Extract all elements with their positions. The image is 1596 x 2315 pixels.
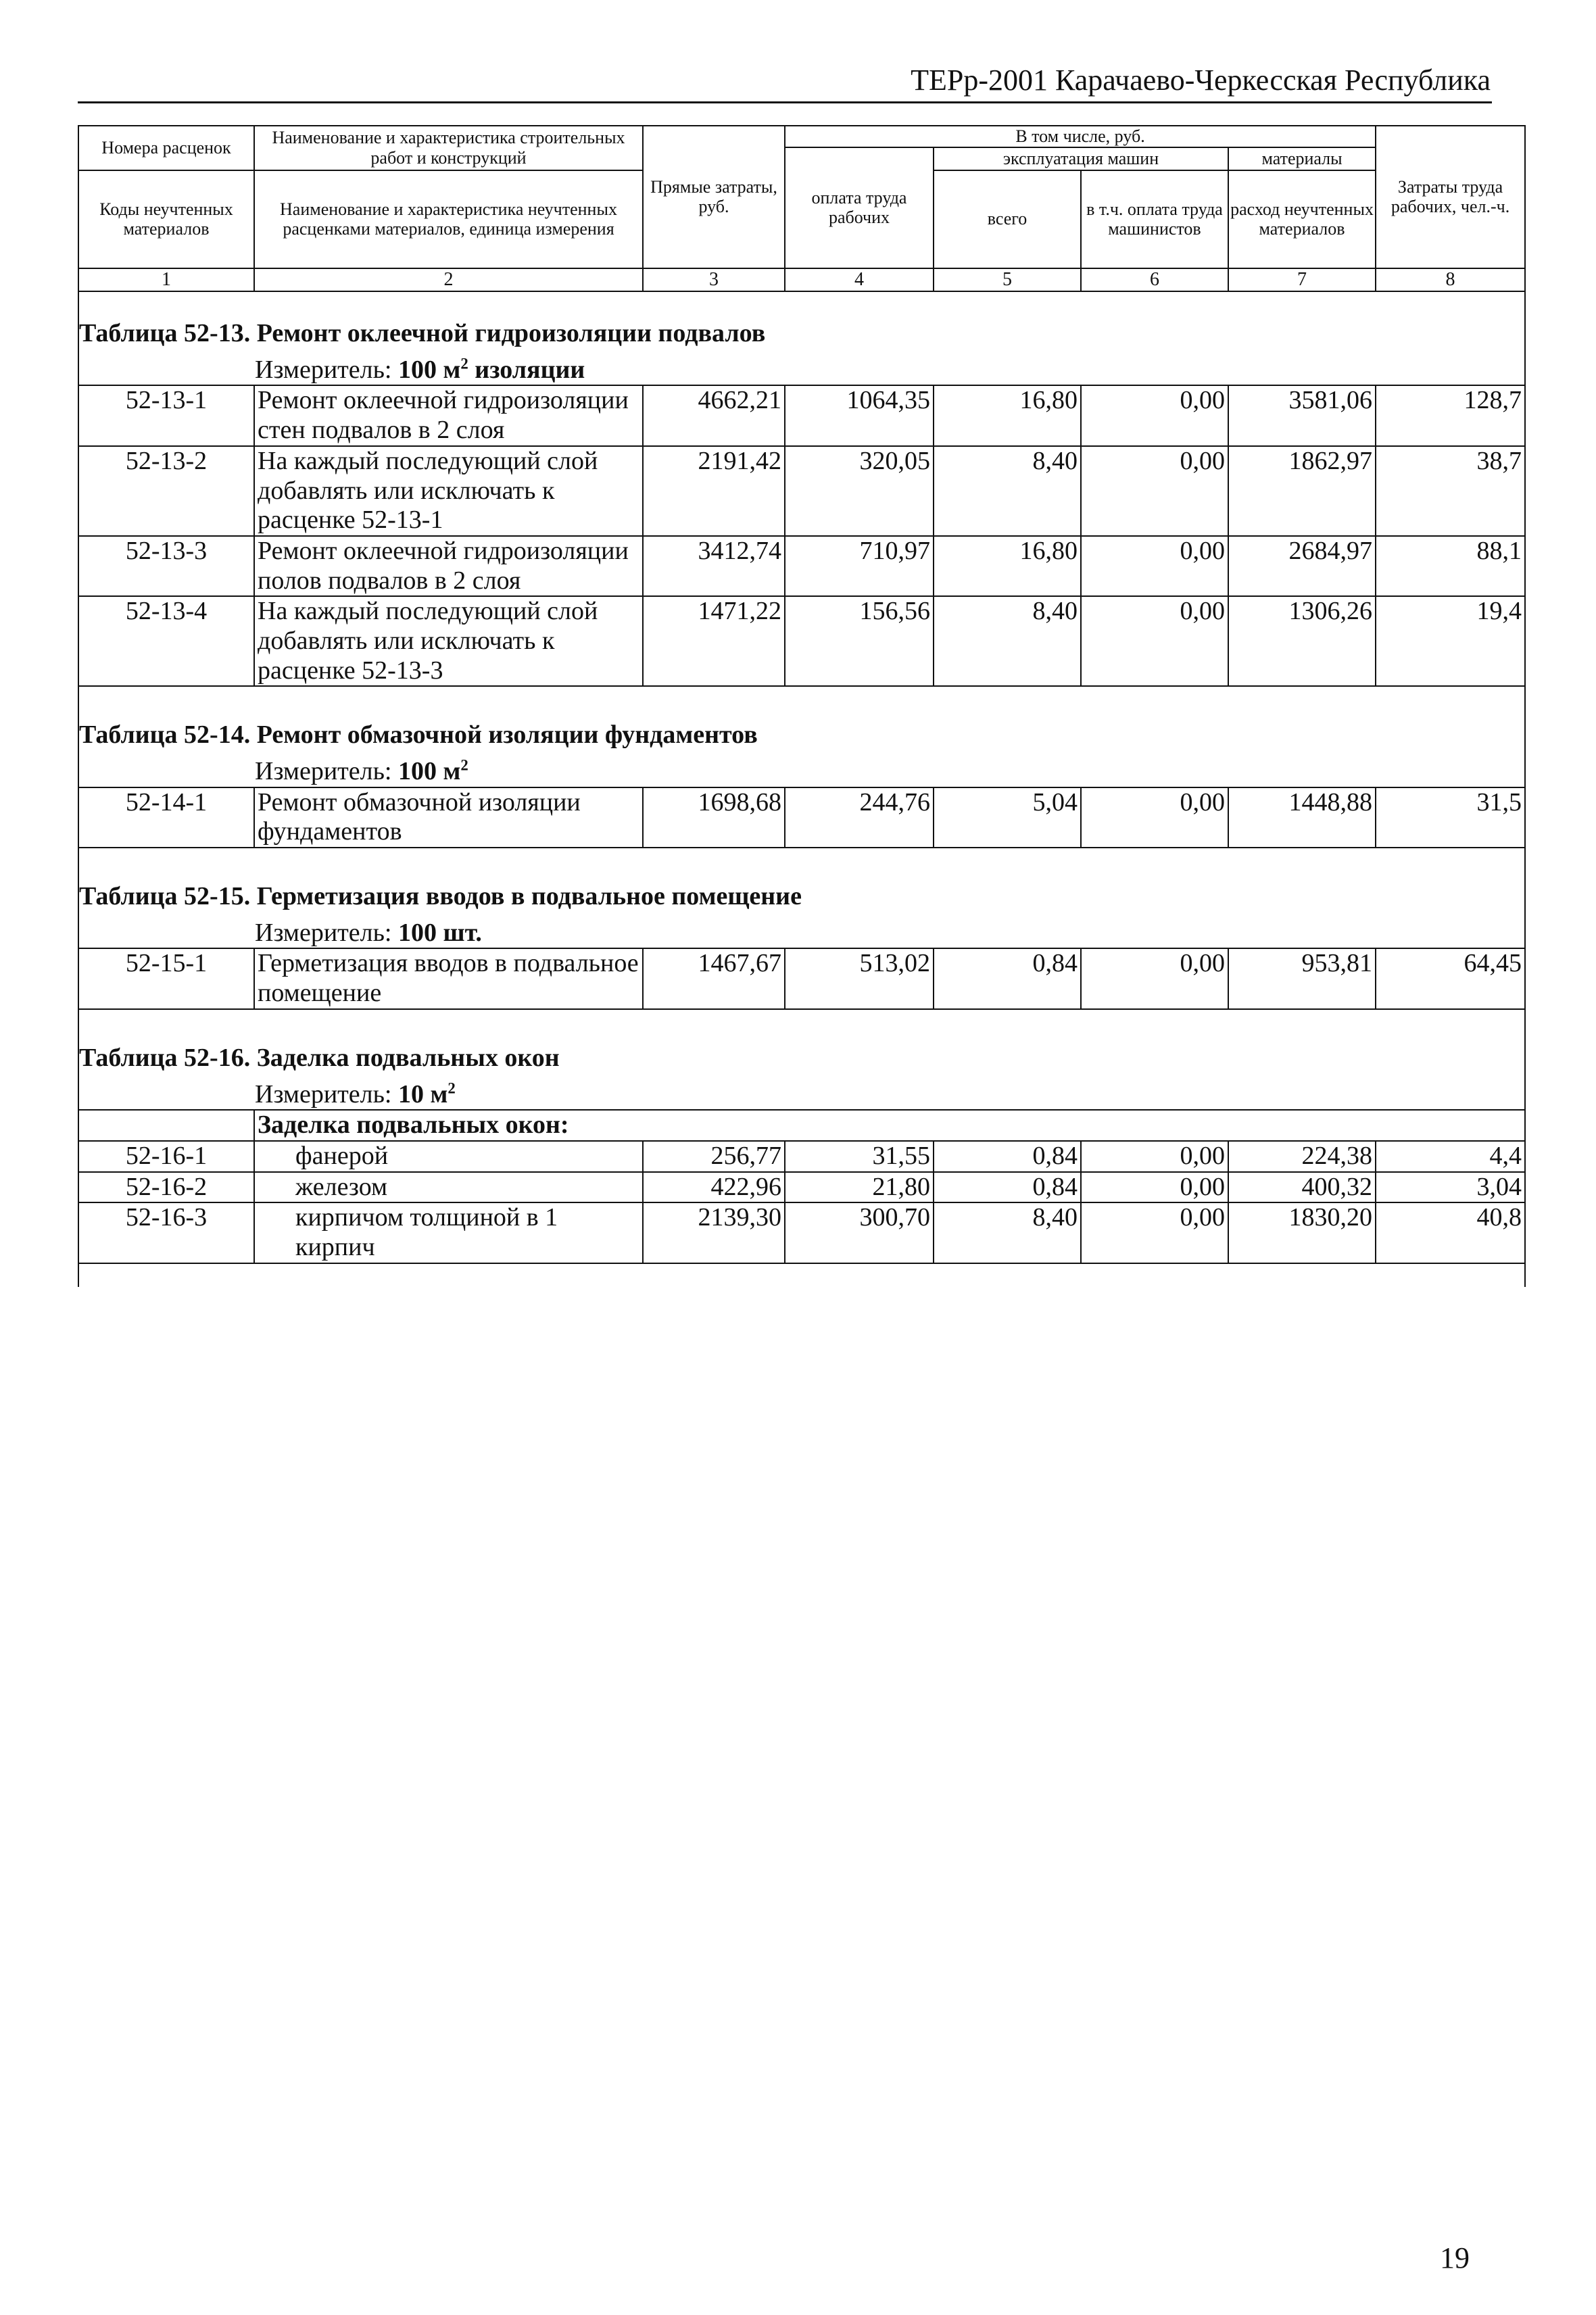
materials: 1830,20: [1228, 1202, 1376, 1263]
col-number: 2: [254, 268, 643, 291]
col-rate-number: Номера расценок: [78, 126, 254, 170]
labor-hours: 38,7: [1376, 446, 1525, 536]
machinist-pay: 0,00: [1081, 948, 1228, 1008]
labor-pay: 156,56: [785, 596, 934, 686]
col-machine-total: всего: [934, 170, 1081, 268]
labor-pay: 21,80: [785, 1172, 934, 1203]
col-number: 6: [1081, 268, 1228, 291]
machine-total: 0,84: [934, 1141, 1081, 1172]
price-table: [78, 125, 1524, 1287]
table-row: [78, 536, 1525, 596]
col-machine-operation: эксплуатация машин: [934, 147, 1228, 170]
col-number: 7: [1228, 268, 1376, 291]
labor-hours: 88,1: [1376, 536, 1525, 596]
col-material-names: Наименование и характеристика неучтенных расценками материалов, единица измерения: [254, 170, 643, 268]
labor-hours: 40,8: [1376, 1202, 1525, 1263]
column-header-table: [78, 125, 1526, 292]
labor-hours: 19,4: [1376, 596, 1525, 686]
rate-code: 52-13-2: [78, 446, 254, 536]
col-material-usage: расход неучтенных материалов: [1228, 170, 1376, 268]
col-number: 1: [78, 268, 254, 291]
labor-hours: 3,04: [1376, 1172, 1525, 1203]
rate-name: железом: [254, 1172, 643, 1203]
materials: 3581,06: [1228, 385, 1376, 445]
table-row: [78, 446, 1525, 536]
section-measure: Измеритель: 100 $м^2$ изоляции: [78, 353, 1525, 386]
materials: 1306,26: [1228, 596, 1376, 686]
labor-hours: 64,45: [1376, 948, 1525, 1008]
direct-costs: 4662,21: [643, 385, 785, 445]
section-title: Таблица 52-16. Заделка подвальных окон: [78, 1009, 1525, 1077]
materials: 2684,97: [1228, 536, 1376, 596]
subgroup-heading: Заделка подвальных окон:: [254, 1110, 1525, 1141]
rate-code: 52-13-4: [78, 596, 254, 686]
col-number: 8: [1376, 268, 1525, 291]
rate-name: кирпичом толщиной в 1 кирпич: [254, 1202, 643, 1263]
machine-total: 16,80: [934, 385, 1081, 445]
labor-hours: 4,4: [1376, 1141, 1525, 1172]
rate-name: Ремонт оклеечной гидроизоляции полов подвалов в 2 слоя: [254, 536, 643, 596]
materials: 953,81: [1228, 948, 1376, 1008]
machine-total: 8,40: [934, 1202, 1081, 1263]
materials: 1862,97: [1228, 446, 1376, 536]
col-direct-costs: Прямые затраты, руб.: [643, 126, 785, 268]
rate-name: На каждый последующий слой добавлять или исключать к расценке 52-13-3: [254, 596, 643, 686]
col-labor-pay: оплата труда рабочих: [785, 147, 934, 268]
table-row: [78, 1172, 1525, 1203]
machine-total: 5,04: [934, 787, 1081, 848]
col-materials: материалы: [1228, 147, 1376, 170]
rate-code: 52-14-1: [78, 787, 254, 848]
labor-pay: 513,02: [785, 948, 934, 1008]
table-row: [78, 385, 1525, 445]
col-number: 4: [785, 268, 934, 291]
labor-hours: 128,7: [1376, 385, 1525, 445]
rate-name: Ремонт оклеечной гидроизоляции стен подвалов в 2 слоя: [254, 385, 643, 445]
materials: 400,32: [1228, 1172, 1376, 1203]
section-measure: Измеритель: 100 $м^2$: [78, 754, 1525, 787]
section-measure: Измеритель: 10 $м^2$: [78, 1077, 1525, 1111]
price-body-table: [78, 292, 1526, 1287]
section-title: Таблица 52-15. Герметизация вводов в подвальное помещение: [78, 848, 1525, 916]
machine-total: 0,84: [934, 1172, 1081, 1203]
rate-code: 52-15-1: [78, 948, 254, 1008]
labor-pay: 244,76: [785, 787, 934, 848]
machine-total: 16,80: [934, 536, 1081, 596]
direct-costs: 1698,68: [643, 787, 785, 848]
table-row: [78, 596, 1525, 686]
machinist-pay: 0,00: [1081, 1141, 1228, 1172]
table-row: [78, 948, 1525, 1008]
direct-costs: 2139,30: [643, 1202, 785, 1263]
materials: 224,38: [1228, 1141, 1376, 1172]
rate-code: 52-16-1: [78, 1141, 254, 1172]
machinist-pay: 0,00: [1081, 1202, 1228, 1263]
labor-pay: 320,05: [785, 446, 934, 536]
machine-total: 8,40: [934, 596, 1081, 686]
col-work-name: Наименование и характеристика строительных работ и конструкций: [254, 126, 643, 170]
section-measure: Измеритель: 100 шт.: [78, 916, 1525, 949]
empty-cell: [78, 1110, 254, 1141]
direct-costs: 422,96: [643, 1172, 785, 1203]
document-header: ТЕРр-2001 Карачаево-Черкесская Республика: [911, 64, 1491, 97]
table-row: [78, 1202, 1525, 1263]
rate-name: Герметизация вводов в подвальное помещение: [254, 948, 643, 1008]
direct-costs: 3412,74: [643, 536, 785, 596]
labor-pay: 1064,35: [785, 385, 934, 445]
machinist-pay: 0,00: [1081, 596, 1228, 686]
machinist-pay: 0,00: [1081, 787, 1228, 848]
section-title: Таблица 52-13. Ремонт оклеечной гидроизоляции подвалов: [78, 292, 1525, 353]
materials: 1448,88: [1228, 787, 1376, 848]
rate-code: 52-16-2: [78, 1172, 254, 1203]
direct-costs: 1467,67: [643, 948, 785, 1008]
header-rule: [78, 101, 1492, 103]
table-row: [78, 1141, 1525, 1172]
rate-name: Ремонт обмазочной изоляции фундаментов: [254, 787, 643, 848]
table-row: [78, 787, 1525, 848]
direct-costs: 1471,22: [643, 596, 785, 686]
machinist-pay: 0,00: [1081, 446, 1228, 536]
labor-pay: 300,70: [785, 1202, 934, 1263]
col-machinist-pay: в т.ч. оплата труда машинистов: [1081, 170, 1228, 268]
labor-pay: 710,97: [785, 536, 934, 596]
col-labor-hours: Затраты труда рабочих, чел.-ч.: [1376, 126, 1525, 268]
machine-total: 8,40: [934, 446, 1081, 536]
rate-name: фанерой: [254, 1141, 643, 1172]
labor-hours: 31,5: [1376, 787, 1525, 848]
machinist-pay: 0,00: [1081, 1172, 1228, 1203]
page-number: 19: [1440, 2241, 1470, 2274]
rate-code: 52-13-3: [78, 536, 254, 596]
labor-pay: 31,55: [785, 1141, 934, 1172]
direct-costs: 256,77: [643, 1141, 785, 1172]
direct-costs: 2191,42: [643, 446, 785, 536]
section-title: Таблица 52-14. Ремонт обмазочной изоляции фундаментов: [78, 686, 1525, 754]
col-number: 3: [643, 268, 785, 291]
col-material-codes: Коды неучтенных материалов: [78, 170, 254, 268]
col-number: 5: [934, 268, 1081, 291]
rate-code: 52-13-1: [78, 385, 254, 445]
machinist-pay: 0,00: [1081, 536, 1228, 596]
table-end-spacer: [78, 1263, 1525, 1287]
machine-total: 0,84: [934, 948, 1081, 1008]
rate-name: На каждый последующий слой добавлять или исключать к расценке 52-13-1: [254, 446, 643, 536]
machinist-pay: 0,00: [1081, 385, 1228, 445]
col-group-including: В том числе, руб.: [785, 126, 1376, 147]
rate-code: 52-16-3: [78, 1202, 254, 1263]
